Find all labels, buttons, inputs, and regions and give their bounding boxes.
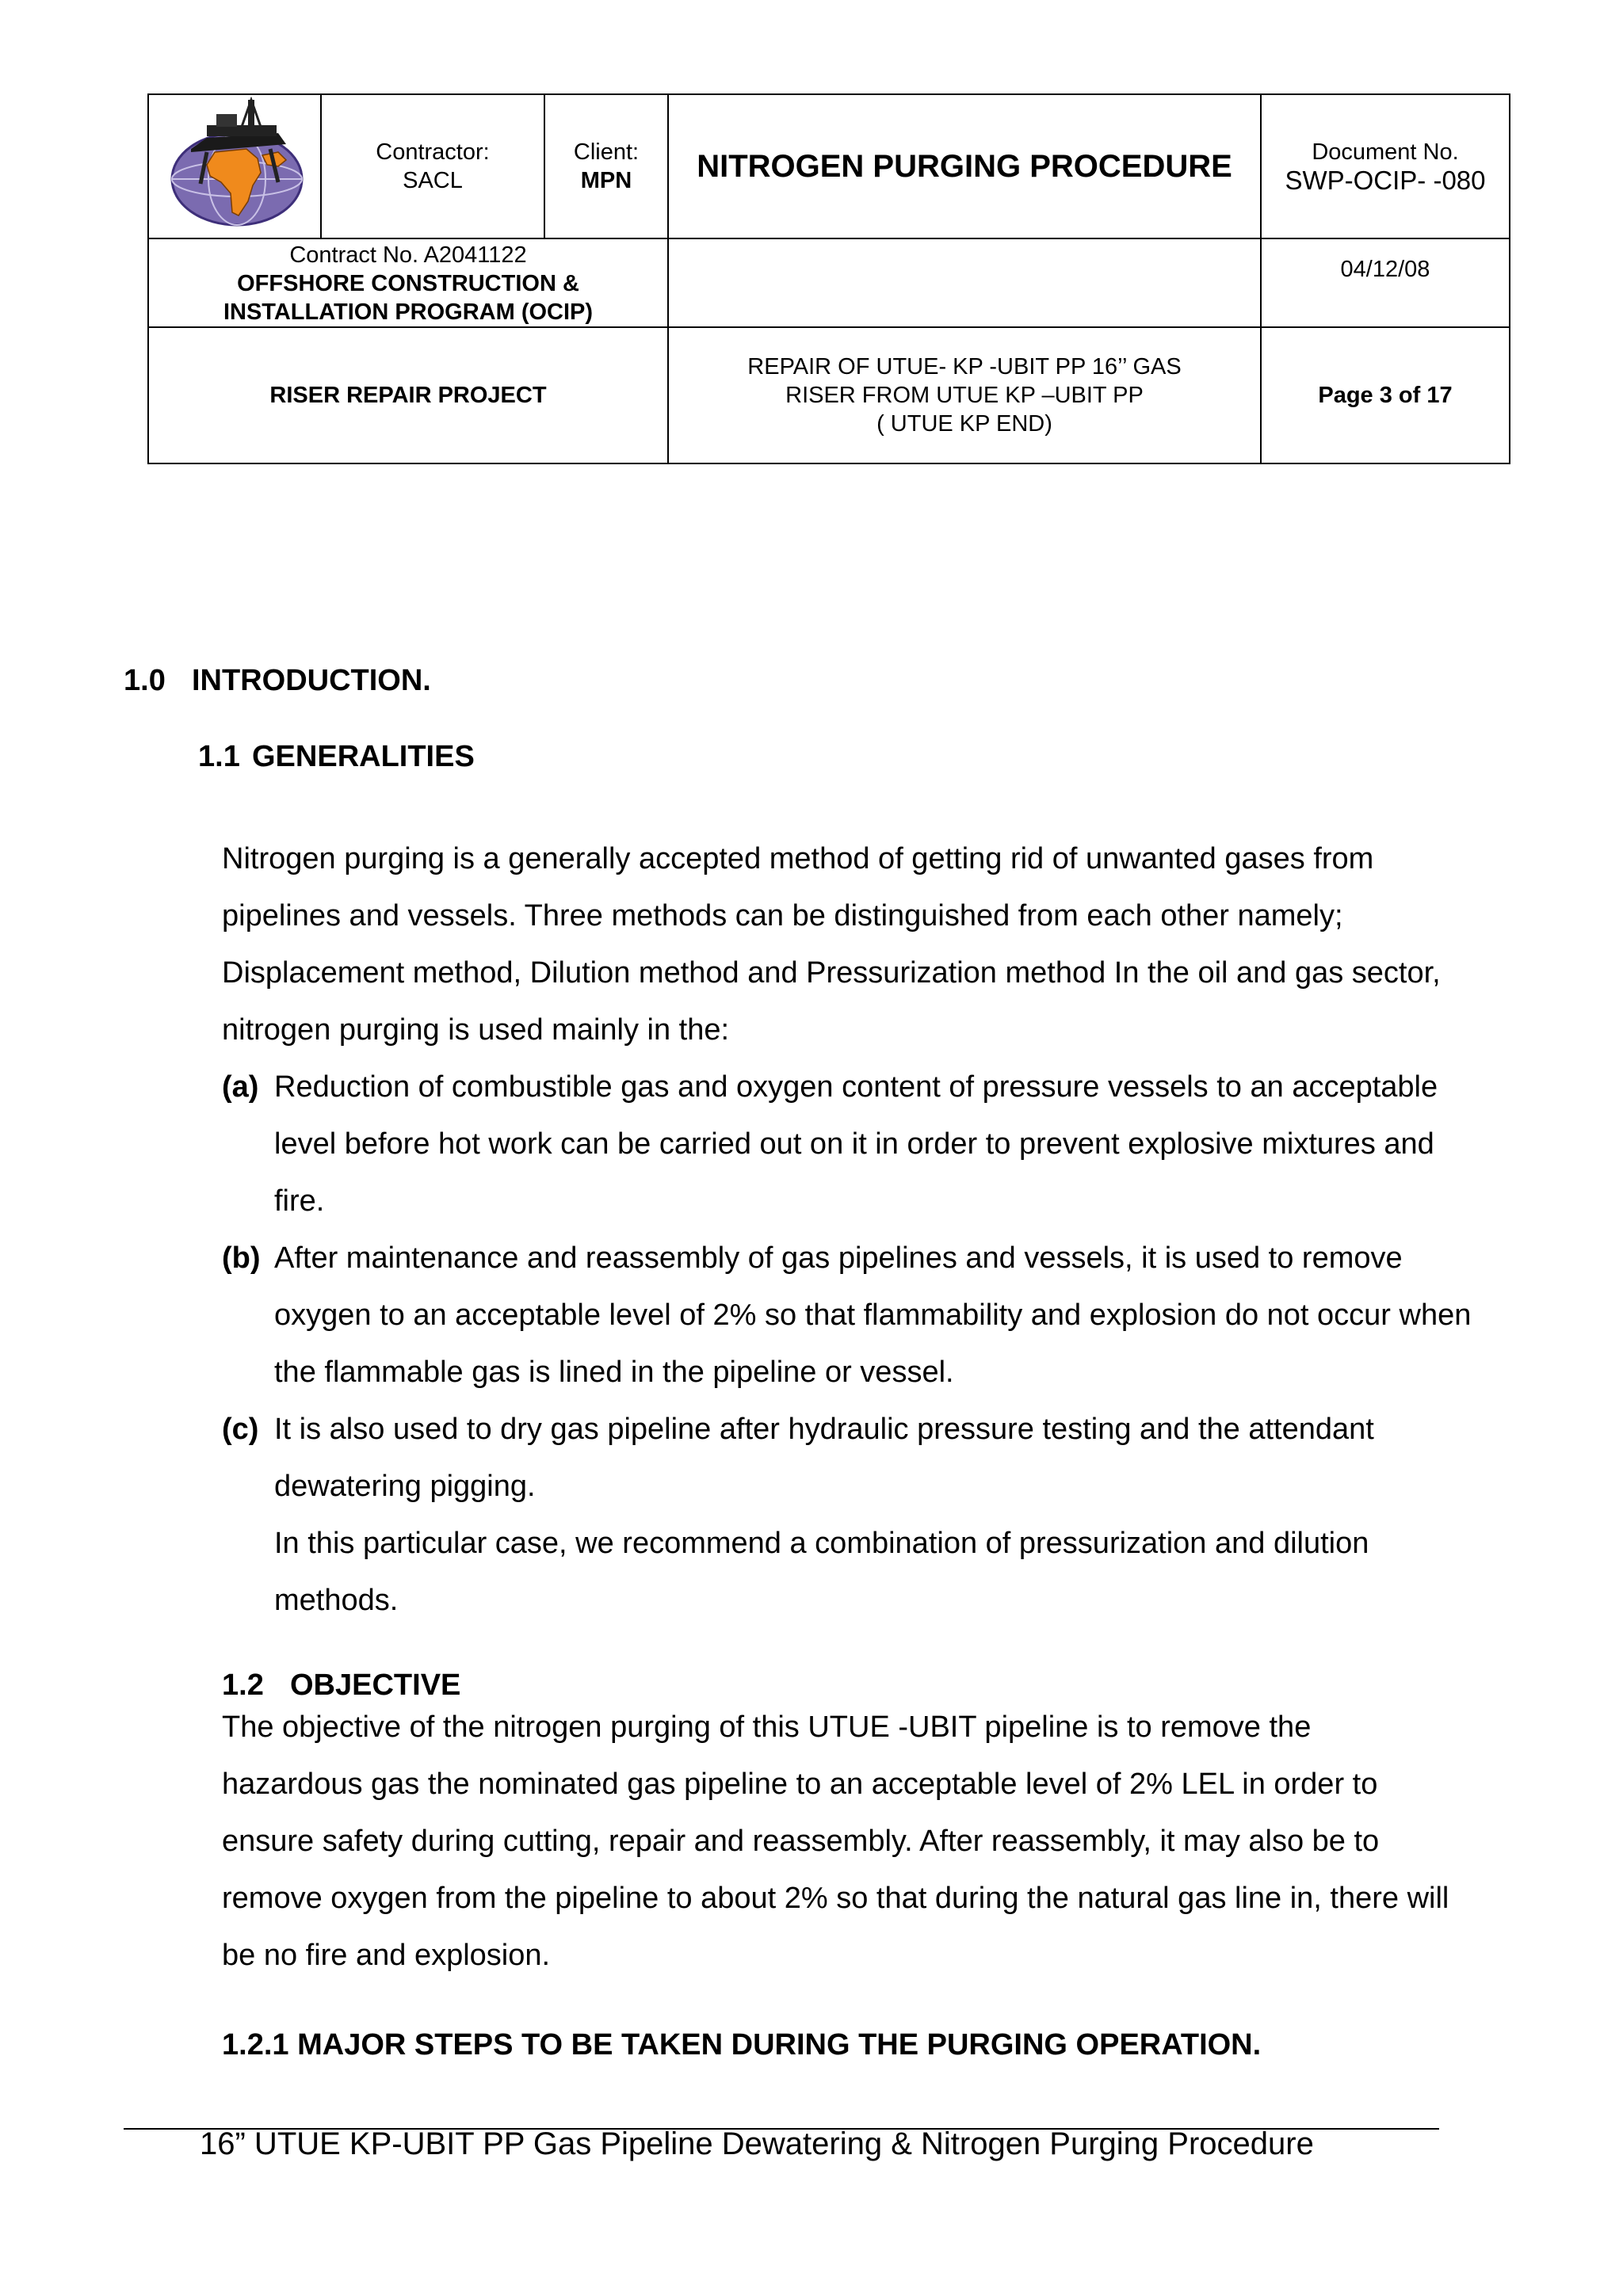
section-number: 1.1 (198, 740, 240, 773)
section-number: 1.2 (222, 1669, 264, 1702)
list-text: After maintenance and reassembly of gas pipelines and vessels, it is used to remove oxygen to an acceptable level of 2% so that flammability and explosion do not occur when the flammable gas is lined in the pipeline or vessel. (274, 1241, 1472, 1389)
scope-cell (668, 327, 1261, 463)
document-number-cell (1261, 94, 1510, 238)
list-marker: (a) (222, 1070, 259, 1104)
page-number: Page 3 of 17 (1261, 327, 1510, 463)
page-footer: 16” UTUE KP-UBIT PP Gas Pipeline Dewatering & Nitrogen Purging Procedure (200, 2126, 1314, 2161)
list-item-a (222, 1058, 1490, 1230)
section-title: INTRODUCTION. (192, 664, 431, 697)
scope-line-2: RISER FROM UTUE KP –UBIT PP (785, 383, 1144, 408)
section-title: OBJECTIVE (290, 1669, 461, 1702)
list-text: It is also used to dry gas pipeline after hydraulic pressure testing and the attendant dewatering pigging. (274, 1413, 1374, 1503)
list-item-c (222, 1401, 1490, 1515)
document-title: NITROGEN PURGING PROCEDURE (668, 94, 1261, 238)
section-number: 1.0 (124, 664, 166, 697)
contractor-value: SACL (403, 168, 463, 193)
list-text: Reduction of combustible gas and oxygen content of pressure vessels to an acceptable level before hot work can be carried out on it in order to prevent explosive mixtures and fire. (274, 1070, 1438, 1218)
list-marker: (b) (222, 1241, 261, 1275)
section-heading-introduction (124, 664, 431, 698)
section-title: GENERALITIES (252, 740, 475, 773)
program-line-2: INSTALLATION PROGRAM (OCIP) (223, 299, 594, 325)
document-number-label: Document No. (1312, 139, 1459, 165)
section-heading-major-steps (222, 2028, 1261, 2062)
list-marker: (c) (222, 1413, 259, 1446)
contractor-cell (321, 94, 544, 238)
program-line-1: OFFSHORE CONSTRUCTION & (237, 271, 579, 296)
recommendation-paragraph: In this particular case, we recommend a combination of pressurization and dilution methods. (274, 1527, 1369, 1617)
scope-line-1: REPAIR OF UTUE- KP -UBIT PP 16’’ GAS (747, 354, 1182, 379)
client-cell (544, 94, 668, 238)
section-title: MAJOR STEPS TO BE TAKEN DURING THE PURGING OPERATION. (297, 2028, 1262, 2061)
scope-line-3: ( UTUE KP END) (876, 411, 1052, 437)
header-table (147, 93, 1510, 464)
contract-cell (148, 238, 668, 327)
contractor-label: Contractor: (376, 139, 490, 165)
client-value: MPN (580, 168, 632, 193)
project-name: RISER REPAIR PROJECT (148, 327, 668, 463)
logo-cell (148, 94, 321, 238)
list-item-b (222, 1230, 1490, 1401)
section-number: 1.2.1 (222, 2028, 289, 2061)
document-number-value: SWP-OCIP- -080 (1285, 166, 1486, 195)
section-heading-objective (222, 1669, 460, 1703)
client-label: Client: (573, 139, 640, 165)
empty-cell (668, 238, 1261, 327)
document-date: 04/12/08 (1261, 238, 1510, 327)
offshore-platform-globe-logo-icon (159, 97, 310, 230)
objective-paragraph: The objective of the nitrogen purging of this UTUE -UBIT pipeline is to remove the hazardous gas the nominated gas pipeline to an acceptable level of 2% LEL in order to ensure safety during cutting, repair and reassembly. After reassembly, it may also be to remove oxygen from the pipeline to about 2% so that during the natural gas line in, there will be no fire and explosion. (222, 1711, 1449, 1972)
contract-number: Contract No. A2041122 (289, 242, 527, 268)
generalities-paragraph: Nitrogen purging is a generally accepted method of getting rid of unwanted gases from pipelines and vessels. Three methods can be distinguished from each other namely; Displacement method, Dilution method and Pressurization method In the oil and gas sector, nitrogen purging is used mainly in the: (222, 842, 1441, 1047)
section-heading-generalities (198, 740, 475, 774)
